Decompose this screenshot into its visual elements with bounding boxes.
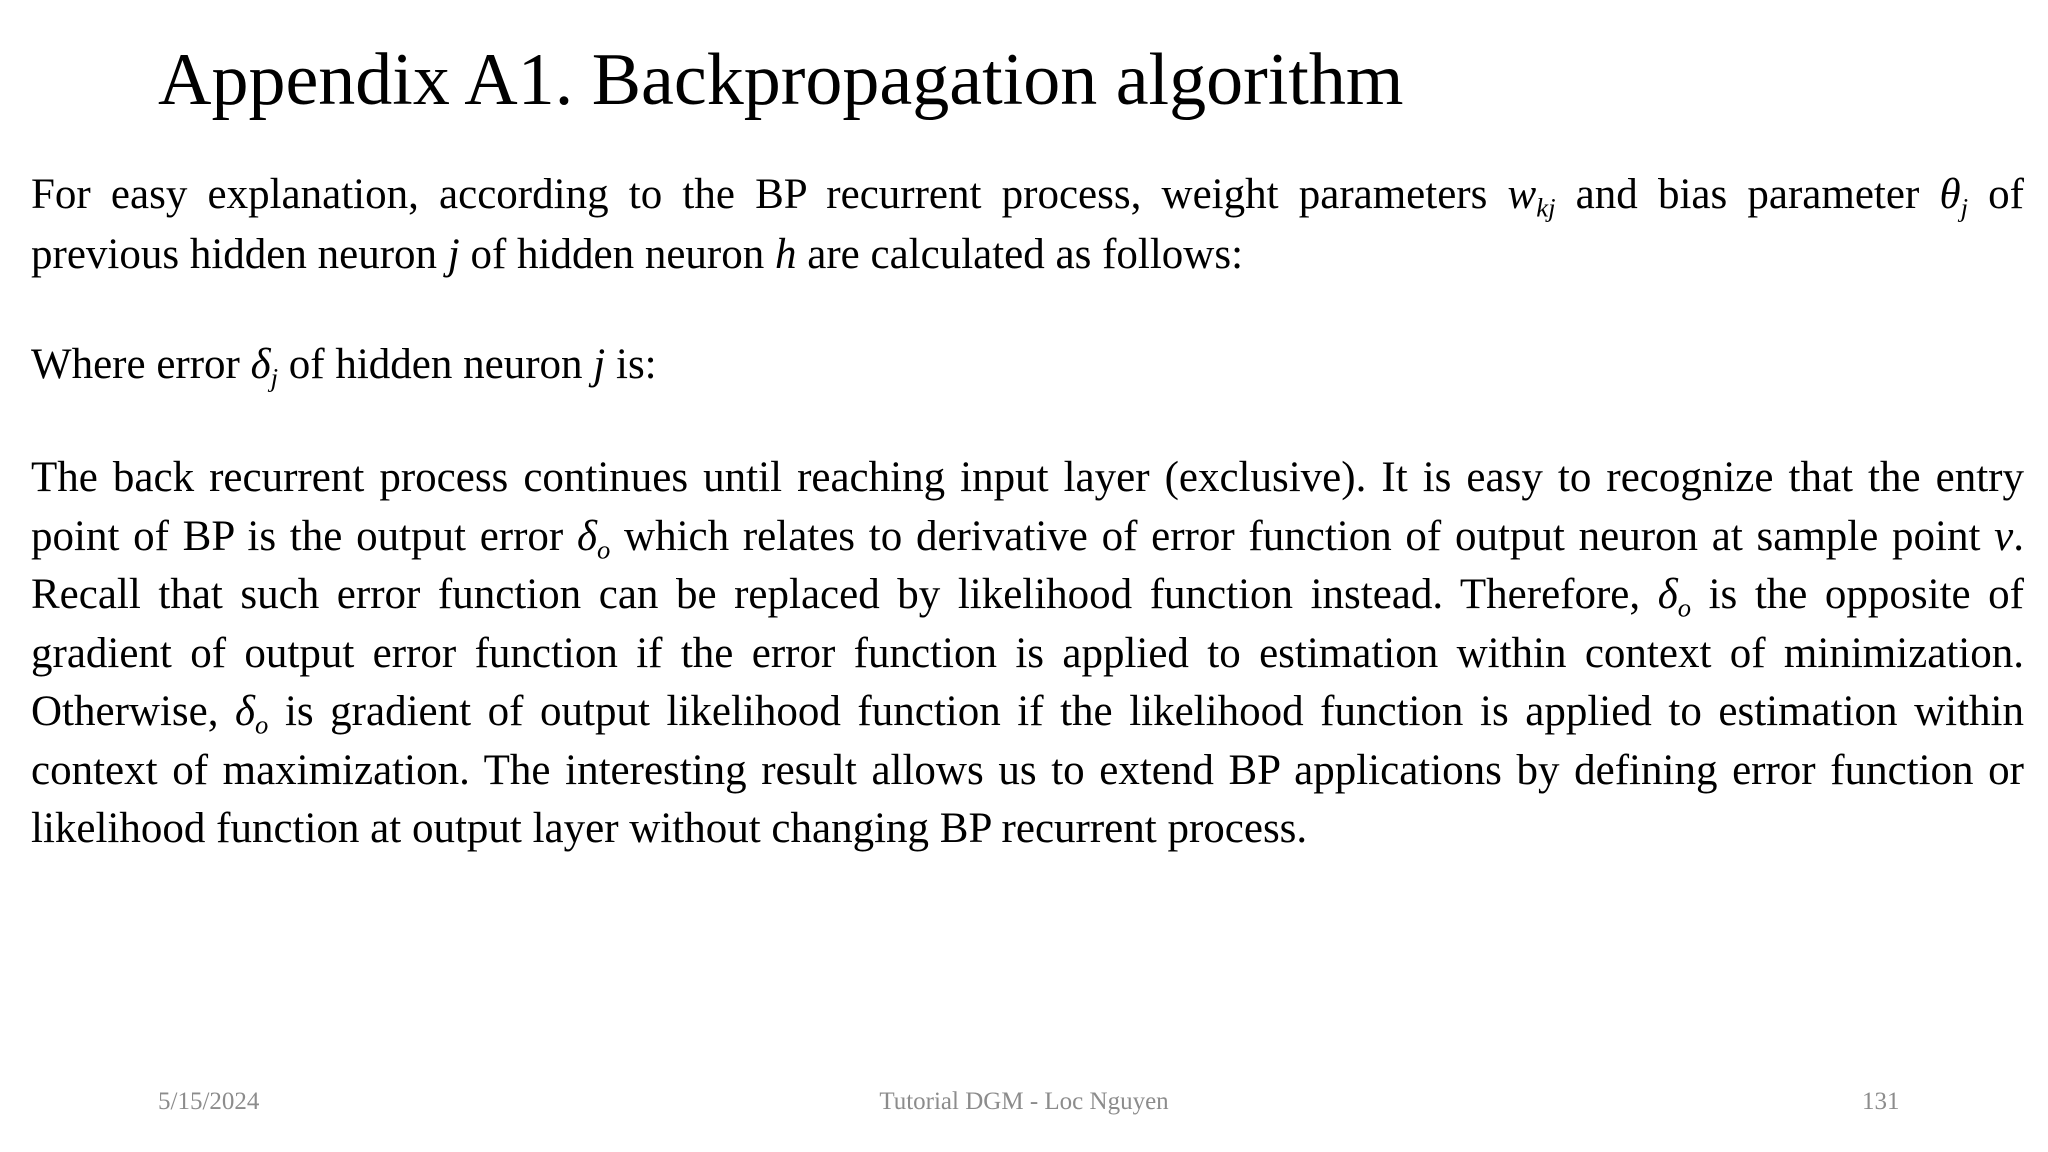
text-run: is:	[605, 341, 657, 388]
text-run: which relates to derivative of error function of output neuron at sample point	[610, 512, 1995, 560]
math-j: j	[447, 231, 460, 278]
paragraph-back-recurrent-process	[31, 449, 2024, 859]
paragraph-weights-intro	[31, 165, 2024, 285]
math-delta-j: $\delta_j$	[250, 341, 279, 393]
math-delta-o: $\delta_o$	[235, 688, 269, 740]
text-run: is gradient of output likelihood function if the likelihood function is applied to estimation within context of maximization. The interesting result allows us to extend BP applications by defining error function or likelihood function at output layer without changing BP recurrent process.	[31, 688, 2024, 852]
text-run: For easy explanation, according to the BP recurrent process, weight parameters	[31, 171, 1508, 218]
text-run: The back recurrent process continues until reaching input layer (exclusive). It is easy to recognize that the entry point of BP is the output error	[31, 454, 2024, 560]
text-run: are calculated as follows:	[796, 231, 1244, 278]
text-run: of hidden neuron	[278, 341, 594, 388]
text-run: of previous hidden neuron	[31, 171, 2024, 278]
math-v: v	[1994, 512, 2014, 560]
math-delta-o: $\delta_o$	[576, 512, 611, 565]
slide-title: Appendix A1. Backpropagation algorithm	[158, 39, 1404, 121]
math-delta-o: $\delta_o$	[1657, 571, 1692, 623]
text-run: is the opposite of gradient of output error function if the error function is applied to estimation within context of minimization. Otherwise,	[31, 571, 2024, 735]
text-run: and bias parameter	[1555, 171, 1940, 218]
footer-page-number: 131	[1862, 1088, 1900, 1115]
math-j: j	[593, 341, 606, 388]
footer-presentation-title: Tutorial DGM - Loc Nguyen	[879, 1088, 1169, 1115]
text-run: of hidden neuron	[459, 231, 775, 278]
text-run: . Recall that such error function can be replaced by likelihood function instead. Therefore,	[31, 512, 2024, 618]
math-h: h	[775, 231, 797, 278]
footer-date: 5/15/2024	[158, 1088, 260, 1115]
math-bias-theta: $\theta_j$	[1939, 171, 1968, 223]
text-run: Where error	[31, 341, 251, 388]
paragraph-error-definition	[31, 335, 2024, 395]
math-weight-w: $w_{kj}$	[1507, 171, 1556, 223]
